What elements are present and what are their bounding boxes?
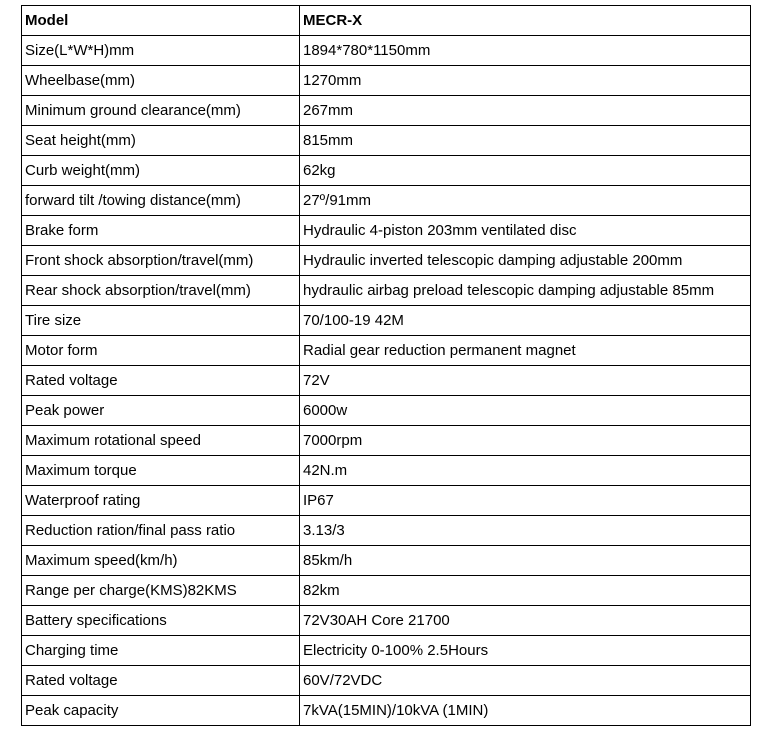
table-row bbox=[22, 96, 751, 126]
table-row bbox=[22, 546, 751, 576]
spec-label-cell: Curb weight(mm) bbox=[22, 156, 300, 186]
spec-value-cell: 72V30AH Core 21700 bbox=[300, 606, 751, 636]
spec-label-cell: Waterproof rating bbox=[22, 486, 300, 516]
spec-value-cell: 267mm bbox=[300, 96, 751, 126]
spec-value-cell: 85km/h bbox=[300, 546, 751, 576]
spec-label-cell: Maximum rotational speed bbox=[22, 426, 300, 456]
table-row bbox=[22, 306, 751, 336]
table-row bbox=[22, 606, 751, 636]
spec-value-cell: Hydraulic 4-piston 203mm ventilated disc bbox=[300, 216, 751, 246]
spec-label-cell: Tire size bbox=[22, 306, 300, 336]
table-row bbox=[22, 366, 751, 396]
spec-value-cell: 3.13/3 bbox=[300, 516, 751, 546]
spec-label-cell: Peak capacity bbox=[22, 696, 300, 726]
spec-value-cell: 60V/72VDC bbox=[300, 666, 751, 696]
spec-value-cell: 815mm bbox=[300, 126, 751, 156]
spec-value-cell: Electricity 0-100% 2.5Hours bbox=[300, 636, 751, 666]
spec-value-cell: 1270mm bbox=[300, 66, 751, 96]
spec-value-cell: 42N.m bbox=[300, 456, 751, 486]
spec-value-cell: 7000rpm bbox=[300, 426, 751, 456]
table-row bbox=[22, 456, 751, 486]
spec-value-cell: 62kg bbox=[300, 156, 751, 186]
spec-value-cell: 82km bbox=[300, 576, 751, 606]
spec-label-cell: Rear shock absorption/travel(mm) bbox=[22, 276, 300, 306]
spec-value-cell: Hydraulic inverted telescopic damping adjustable 200mm bbox=[300, 246, 751, 276]
spec-label-cell: Size(L*W*H)mm bbox=[22, 36, 300, 66]
spec-label-cell: Motor form bbox=[22, 336, 300, 366]
spec-label-cell: Rated voltage bbox=[22, 366, 300, 396]
spec-label-cell: forward tilt /towing distance(mm) bbox=[22, 186, 300, 216]
header-cell-parameter: Model bbox=[22, 6, 300, 36]
table-row bbox=[22, 666, 751, 696]
spec-table bbox=[21, 5, 751, 726]
table-row bbox=[22, 246, 751, 276]
spec-label-cell: Reduction ration/final pass ratio bbox=[22, 516, 300, 546]
spec-value-cell: 72V bbox=[300, 366, 751, 396]
spec-label-cell: Battery specifications bbox=[22, 606, 300, 636]
spec-label-cell: Minimum ground clearance(mm) bbox=[22, 96, 300, 126]
spec-value-cell: 7kVA(15MIN)/10kVA (1MIN) bbox=[300, 696, 751, 726]
table-row bbox=[22, 396, 751, 426]
table-row bbox=[22, 66, 751, 96]
table-row bbox=[22, 636, 751, 666]
table-row bbox=[22, 576, 751, 606]
table-row bbox=[22, 36, 751, 66]
table-row bbox=[22, 696, 751, 726]
table-header-row bbox=[22, 6, 751, 36]
spec-value-cell: hydraulic airbag preload telescopic damping adjustable 85mm bbox=[300, 276, 751, 306]
table-row bbox=[22, 216, 751, 246]
spec-value-cell: 27º/91mm bbox=[300, 186, 751, 216]
spec-label-cell: Maximum torque bbox=[22, 456, 300, 486]
table-row bbox=[22, 276, 751, 306]
spec-table-body bbox=[22, 6, 751, 726]
spec-label-cell: Charging time bbox=[22, 636, 300, 666]
spec-value-cell: IP67 bbox=[300, 486, 751, 516]
header-cell-model: MECR-X bbox=[300, 6, 751, 36]
table-row bbox=[22, 126, 751, 156]
spec-label-cell: Seat height(mm) bbox=[22, 126, 300, 156]
spec-label-cell: Wheelbase(mm) bbox=[22, 66, 300, 96]
table-row bbox=[22, 486, 751, 516]
spec-label-cell: Front shock absorption/travel(mm) bbox=[22, 246, 300, 276]
spec-value-cell: Radial gear reduction permanent magnet bbox=[300, 336, 751, 366]
spec-value-cell: 6000w bbox=[300, 396, 751, 426]
table-row bbox=[22, 516, 751, 546]
spec-label-cell: Rated voltage bbox=[22, 666, 300, 696]
spec-label-cell: Range per charge(KMS)82KMS bbox=[22, 576, 300, 606]
table-row bbox=[22, 426, 751, 456]
spec-value-cell: 70/100-19 42M bbox=[300, 306, 751, 336]
spec-label-cell: Brake form bbox=[22, 216, 300, 246]
table-row bbox=[22, 336, 751, 366]
table-row bbox=[22, 156, 751, 186]
spec-label-cell: Peak power bbox=[22, 396, 300, 426]
spec-label-cell: Maximum speed(km/h) bbox=[22, 546, 300, 576]
spec-value-cell: 1894*780*1150mm bbox=[300, 36, 751, 66]
table-row bbox=[22, 186, 751, 216]
